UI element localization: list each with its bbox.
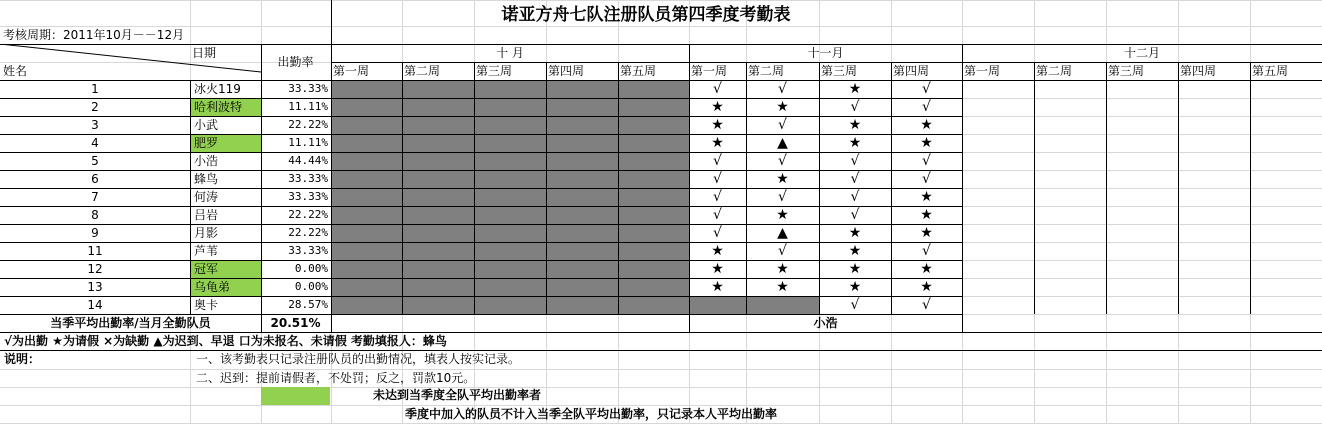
november-attendance-mark: ★ (711, 261, 724, 277)
november-attendance-mark: √ (922, 99, 931, 115)
member-name: 芦苇 (194, 244, 219, 258)
november-attendance-mark: ★ (848, 135, 862, 151)
november-attendance-mark: ★ (920, 135, 933, 151)
week-header: 第四周 (1180, 64, 1217, 78)
footnote-below-average: 未达到当季度全队平均出勤率者 (373, 388, 542, 402)
month-november: 十一月 (807, 46, 844, 60)
member-number: 2 (91, 100, 99, 114)
week-header: 第三周 (1108, 64, 1145, 78)
border-v (891, 62, 892, 314)
border-h (0, 260, 962, 261)
month-december: 十二月 (1123, 46, 1160, 60)
footnote-mid-season: 季度中加入的队员不计入当季全队平均出勤率，只记录本人平均出勤率 (405, 407, 778, 421)
november-attendance-mark: ★ (776, 207, 789, 223)
november-attendance-mark: √ (713, 207, 722, 223)
member-attendance-rate: 22.22% (288, 208, 328, 221)
november-attendance-mark: ★ (711, 135, 724, 151)
week-header: 第二周 (748, 64, 785, 78)
border-v (746, 62, 747, 314)
name-header: 姓名 (3, 64, 28, 78)
november-attendance-mark: ★ (920, 225, 933, 241)
member-number: 12 (87, 262, 103, 276)
week-header: 第五周 (1252, 64, 1289, 78)
border-h (0, 278, 962, 279)
member-attendance-rate: 33.33% (288, 172, 328, 185)
november-attendance-mark: ★ (848, 261, 862, 277)
week-header: 第一周 (691, 64, 728, 78)
gridline-h (0, 0, 1322, 1)
week-header: 第二周 (1036, 64, 1073, 78)
november-attendance-mark: √ (850, 153, 860, 169)
november-attendance-mark: ★ (848, 81, 862, 97)
member-name: 哈利波特 (194, 100, 243, 114)
member-attendance-rate: 33.33% (288, 190, 328, 203)
footnote-color-swatch (261, 387, 330, 405)
page-title: 诺亚方舟七队注册队员第四季度考勤表 (501, 5, 791, 25)
november-attendance-mark: ★ (920, 117, 933, 133)
member-name: 奥卡 (194, 298, 219, 312)
november-attendance-mark: ★ (920, 279, 933, 295)
summary-label: 当季平均出勤率/当月全勤队员 (50, 316, 211, 330)
member-number: 11 (87, 244, 103, 258)
member-attendance-rate: 22.22% (288, 118, 328, 131)
border-h (0, 224, 962, 225)
gridline-h (0, 387, 1322, 388)
november-attendance-mark: ▲ (777, 135, 788, 151)
summary-november-full-attendance: 小浩 (813, 316, 838, 330)
member-attendance-rate: 22.22% (288, 226, 328, 239)
member-number: 13 (87, 280, 103, 294)
border-h (0, 134, 962, 135)
member-attendance-rate: 33.33% (288, 82, 328, 95)
member-number: 4 (91, 136, 99, 150)
member-name: 小武 (194, 118, 219, 132)
november-attendance-mark: √ (850, 189, 860, 205)
notes-label: 说明： (4, 352, 41, 366)
week-header: 第四周 (548, 64, 585, 78)
border-h (0, 152, 962, 153)
november-attendance-mark: ★ (711, 243, 724, 259)
border-v (261, 44, 262, 332)
border-v (819, 62, 820, 314)
november-attendance-mark: ★ (920, 207, 933, 223)
november-attendance-mark: ★ (776, 99, 789, 115)
border-h (0, 314, 962, 315)
member-attendance-rate: 11.11% (288, 100, 328, 113)
border-v (962, 44, 963, 332)
november-attendance-mark: ▲ (777, 225, 788, 241)
november-attendance-mark: ★ (776, 261, 789, 277)
member-name: 冠军 (194, 262, 219, 276)
november-attendance-mark: √ (850, 297, 860, 313)
week-header: 第一周 (964, 64, 1001, 78)
border-h (331, 62, 1322, 63)
note-line-2: 二、迟到：提前请假者，不处罚；反之，罚款10元。 (196, 371, 476, 385)
november-attendance-mark: ★ (848, 243, 862, 259)
member-name: 冰火119 (194, 82, 241, 96)
member-attendance-rate: 11.11% (288, 136, 328, 149)
border-v (1106, 62, 1107, 314)
member-name: 蜂鸟 (194, 172, 219, 186)
november-attendance-mark: √ (922, 81, 931, 97)
november-attendance-mark: √ (713, 171, 722, 187)
note-line-1: 一、该考勤表只记录注册队员的出勤情况，填表人按实记录。 (196, 352, 521, 366)
november-attendance-mark: ★ (848, 225, 862, 241)
week-header: 第二周 (404, 64, 441, 78)
november-attendance-mark: √ (778, 189, 787, 205)
november-attendance-mark: √ (778, 243, 787, 259)
border-h (0, 242, 962, 243)
member-number: 3 (91, 118, 99, 132)
border-h (0, 116, 962, 117)
november-attendance-mark: √ (713, 81, 722, 97)
member-number: 5 (91, 154, 99, 168)
november-attendance-mark: ★ (848, 279, 862, 295)
border-v (402, 62, 403, 314)
november-attendance-mark: ★ (920, 261, 933, 277)
date-header: 日期 (192, 46, 217, 60)
november-attendance-mark: √ (713, 225, 722, 241)
member-name: 肥罗 (194, 136, 219, 150)
rate-header: 出勤率 (277, 55, 314, 69)
november-attendance-mark: ★ (711, 99, 724, 115)
border-v (1178, 62, 1179, 314)
member-number: 8 (91, 208, 99, 222)
member-number: 9 (91, 226, 99, 240)
legend: √为出勤 ★为请假 ×为缺勤 ▲为迟到、早退 口为未报名、未请假 考勤填报人：蜂鸟 (4, 334, 447, 348)
border-v (546, 62, 547, 314)
border-h (0, 80, 1322, 81)
week-header: 第五周 (620, 64, 657, 78)
week-header: 第一周 (333, 64, 370, 78)
border-h (0, 188, 962, 189)
member-number: 6 (91, 172, 99, 186)
november-attendance-mark: √ (713, 189, 722, 205)
november-attendance-mark: √ (778, 117, 787, 133)
november-attendance-mark: √ (922, 171, 931, 187)
member-attendance-rate: 28.57% (288, 298, 328, 311)
november-attendance-mark: √ (778, 81, 787, 97)
november-shaded-block-row14 (689, 296, 819, 314)
november-attendance-mark: ★ (848, 117, 862, 133)
border-h (0, 350, 1322, 351)
border-v (331, 0, 332, 332)
november-attendance-mark: ★ (776, 171, 789, 187)
november-attendance-mark: ★ (711, 279, 724, 295)
member-number: 7 (91, 190, 99, 204)
border-v (1250, 62, 1251, 314)
november-attendance-mark: √ (922, 297, 931, 313)
member-attendance-rate: 33.33% (288, 244, 328, 257)
member-number: 14 (87, 298, 103, 312)
november-attendance-mark: √ (850, 99, 860, 115)
border-h (0, 296, 962, 297)
member-name: 吕岩 (194, 208, 219, 222)
november-attendance-mark: ★ (711, 117, 724, 133)
november-attendance-mark: √ (713, 153, 722, 169)
member-number: 1 (91, 82, 99, 96)
member-name: 乌龟弟 (194, 280, 231, 294)
november-attendance-mark: √ (850, 207, 860, 223)
month-october: 十 月 (496, 46, 524, 60)
member-name: 何涛 (194, 190, 219, 204)
border-v (618, 62, 619, 314)
border-v (689, 44, 690, 332)
summary-average-rate: 20.51% (270, 316, 321, 330)
week-header: 第三周 (821, 64, 858, 78)
november-attendance-mark: ★ (776, 279, 789, 295)
member-attendance-rate: 0.00% (294, 262, 328, 275)
week-header: 第三周 (476, 64, 513, 78)
member-attendance-rate: 44.44% (288, 154, 328, 167)
border-h (0, 170, 962, 171)
november-attendance-mark: ★ (920, 189, 933, 205)
november-attendance-mark: √ (778, 153, 787, 169)
november-attendance-mark: √ (922, 243, 931, 259)
november-attendance-mark: √ (922, 153, 931, 169)
header-diagonal-line (0, 44, 261, 80)
border-v (474, 62, 475, 314)
border-h (0, 332, 1322, 333)
week-header: 第四周 (893, 64, 930, 78)
border-h (0, 98, 962, 99)
border-v (190, 80, 191, 314)
border-h (0, 44, 1322, 45)
border-v (1034, 62, 1035, 314)
november-attendance-mark: √ (850, 171, 860, 187)
member-name: 小浩 (194, 154, 219, 168)
member-attendance-rate: 0.00% (294, 280, 328, 293)
member-name: 月影 (194, 226, 219, 240)
period-label: 考核周期：2011年10月－－12月 (3, 28, 185, 42)
border-h (0, 206, 962, 207)
